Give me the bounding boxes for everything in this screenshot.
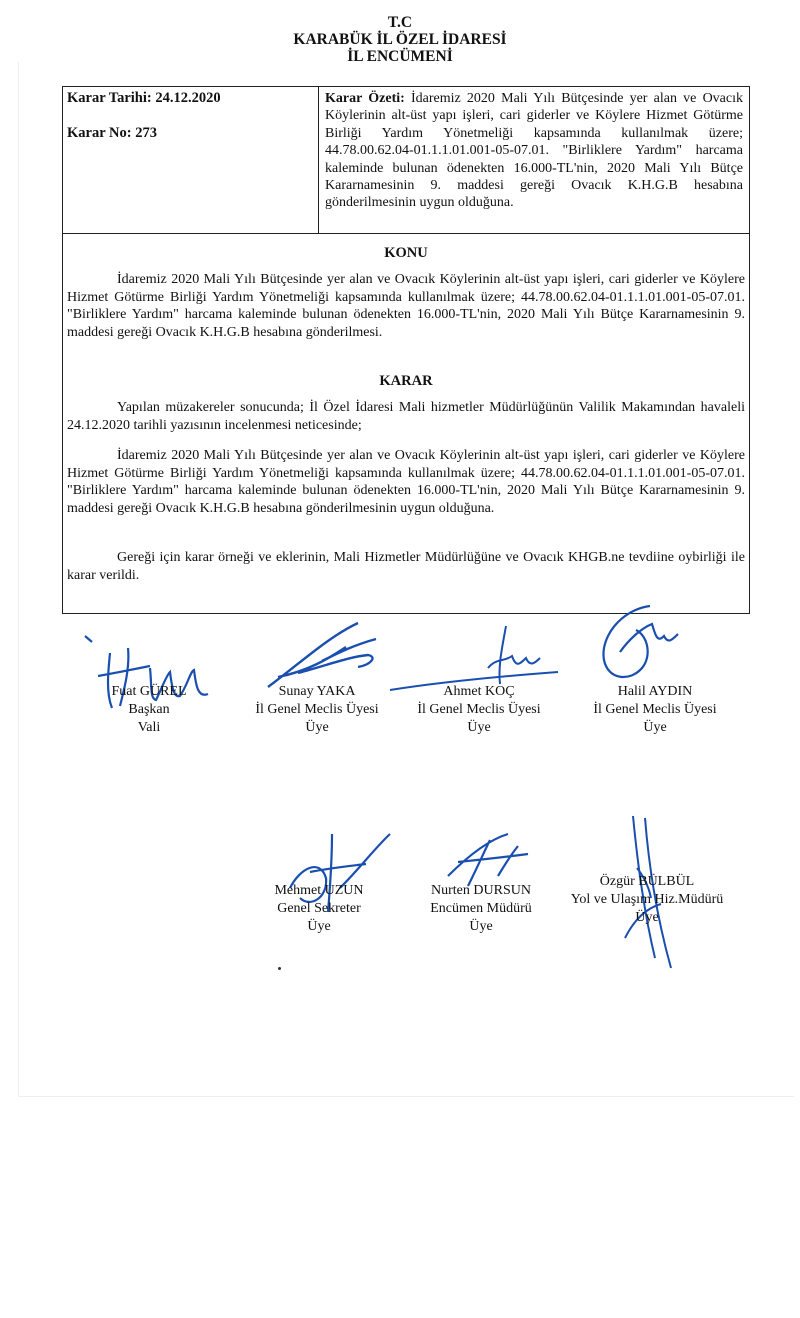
decision-info-row	[63, 87, 749, 234]
stray-mark	[278, 967, 281, 970]
karar-title: KARAR	[379, 373, 433, 389]
signatory-role-secondary: Üye	[643, 720, 667, 735]
signatory-bulbul	[562, 873, 732, 927]
document-header	[0, 14, 800, 65]
karar-paragraph-3: Gereği için karar örneği ve eklerinin, Mali Hizmetler Müdürlüğüne ve Ovacık KHGB.ne tevdiine oybirliği ile karar verildi.	[67, 550, 745, 583]
konu-text: İdaremiz 2020 Mali Yılı Bütçesinde yer alan ve Ovacık Köylerinin alt-üst yapı işleri, cari giderler ve Köylere Hizmet Götürme Birliği Yardım Yönetmeliği kapsamında kullanılmak üzere; 44.78.00.62.04-01.1.1.01.001-05-07.01. "Birliklere Yardım" harcama kaleminde bulunan ödenekten 16.000-TL'nin, 2020 Mali Yılı Bütçe Kararnamesinin 9. maddesi gereği Ovacık K.H.G.B hesabına gönderilmesi.	[67, 272, 745, 340]
signatory-role-secondary: Üye	[305, 720, 329, 735]
signatory-uzun	[234, 882, 404, 936]
header-line-committee: İL ENCÜMENİ	[347, 48, 453, 65]
signatory-koc	[394, 683, 564, 737]
signatory-role: Başkan	[128, 702, 170, 717]
signatory-role-secondary: Üye	[307, 919, 331, 934]
signature-scribble-aydin	[590, 598, 690, 688]
decision-date: Karar Tarihi: 24.12.2020	[67, 90, 221, 106]
signatory-name: Mehmet UZUN	[274, 883, 364, 898]
signatory-role-secondary: Üye	[469, 919, 493, 934]
decision-meta	[63, 87, 319, 233]
header-line-institution: KARABÜK İL ÖZEL İDARESİ	[293, 31, 507, 48]
decision-frame	[62, 86, 750, 614]
signatory-role: Yol ve Ulaşım Hiz.Müdürü	[570, 892, 724, 907]
signatory-yaka	[232, 683, 402, 737]
signatory-name: Sunay YAKA	[278, 684, 356, 699]
decision-summary-text: İdaremiz 2020 Mali Yılı Bütçesinde yer alan ve Ovacık Köylerinin alt-üst yapı işleri, cari giderler ve Köylere Hizmet Götürme Birliği Yardım Yönetmeliği kapsamında kullanılmak üzere; 44.78.00.62.04-01.1.1.01.001-05-07.01. "Birliklere Yardım" harcama kaleminde bulunan ödenekten 16.000-TL'nin, 2020 Mali Yılı Bütçe Kararnamesinin 9. maddesi gereği Ovacık K.H.G.B hesabına gönderilmesinin uygun olduğuna.	[325, 91, 744, 211]
signatory-name: Ahmet KOÇ	[443, 684, 515, 699]
signatory-role: İl Genel Meclis Üyesi	[593, 702, 717, 717]
decision-summary-label: Karar Özeti:	[325, 91, 405, 106]
header-line-tc: T.C	[387, 14, 413, 31]
signatory-role-secondary: Vali	[137, 720, 161, 735]
signatory-name: Nurten DURSUN	[431, 883, 531, 898]
signatory-role-secondary: Üye	[467, 720, 491, 735]
signatory-aydin	[570, 683, 740, 737]
decision-number: Karar No: 273	[67, 125, 157, 141]
konu-title: KONU	[384, 245, 428, 261]
signatory-role: Genel Sekreter	[277, 901, 361, 916]
signatory-role: Encümen Müdürü	[430, 901, 532, 916]
signatory-name: Halil AYDIN	[617, 684, 693, 699]
signatory-dursun	[396, 882, 566, 936]
karar-paragraph-2: İdaremiz 2020 Mali Yılı Bütçesinde yer alan ve Ovacık Köylerinin alt-üst yapı işleri, cari giderler ve Köylere Hizmet Götürme Birliği Yardım Yönetmeliği kapsamında kullanılmak üzere; 44.78.00.62.04-01.1.1.01.001-05-07.01. "Birliklere Yardım" harcama kaleminde bulunan ödenekten 16.000-TL'nin, 2020 Mali Yılı Bütçe Kararnamesinin 9. maddesi gereği Ovacık K.H.G.B hesabına gönderilmesinin uygun olduğuna.	[67, 448, 745, 516]
signatory-role: İl Genel Meclis Üyesi	[255, 702, 379, 717]
decision-summary	[325, 90, 743, 212]
signatory-gurel	[64, 683, 234, 737]
signatory-role: İl Genel Meclis Üyesi	[417, 702, 541, 717]
signatory-name: Fuat GÜREL	[111, 684, 187, 699]
signatory-role-secondary: Üye	[635, 910, 659, 925]
signatory-name: Özgür BÜLBÜL	[599, 874, 695, 889]
karar-paragraph-1: Yapılan müzakereler sonucunda; İl Özel İdaresi Mali hizmetler Müdürlüğünün Valilik Makamından havaleli 24.12.2020 tarihli yazısının incelenmesi neticesinde;	[67, 400, 745, 433]
